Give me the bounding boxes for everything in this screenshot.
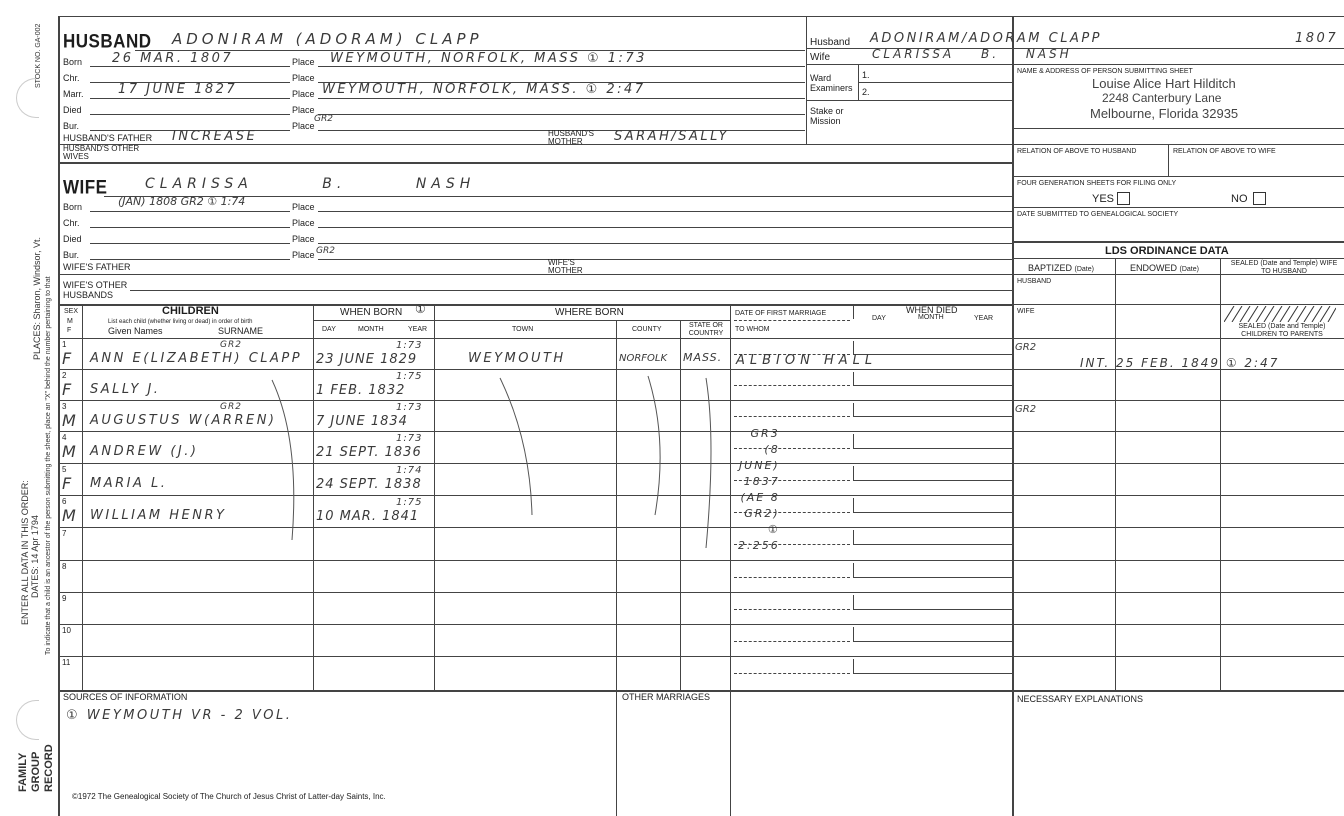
child-sex: F: [62, 474, 72, 493]
submitter-city: Melbourne, Florida 32935: [1090, 106, 1239, 121]
tr-ex2: 2.: [862, 87, 870, 97]
child-name: SALLY J.: [90, 382, 161, 397]
relation-wife-label: RELATION OF ABOVE TO WIFE: [1173, 148, 1276, 155]
wife-mother-label: WIFE'S MOTHER: [548, 258, 583, 275]
child-born: 23 JUNE 1829: [316, 352, 418, 367]
child-ref: 1:73: [396, 402, 423, 413]
child-born: 1 FEB. 1832: [316, 383, 406, 398]
child-ref: 1:75: [396, 497, 423, 508]
wife-bur-label: Bur.: [63, 250, 80, 260]
dates-instruction: DATES: 14 Apr 1794: [30, 515, 40, 598]
wife-father-label: WIFE'S FATHER: [63, 262, 131, 272]
child-number: 6: [62, 497, 67, 506]
child-number: 1: [62, 340, 67, 349]
child-name: WILLIAM HENRY: [90, 508, 227, 523]
enter-all-instruction: ENTER ALL DATA IN THIS ORDER:: [20, 480, 30, 625]
wife-bur-note: GR2: [316, 246, 335, 256]
child-gr: GR2: [220, 340, 242, 350]
ch-day: DAY: [322, 326, 336, 333]
tr-husband-value: ADONIRAM/ADORAM CLAPP: [870, 31, 1103, 46]
ch-year: YEAR: [408, 326, 428, 333]
lds-husband: HUSBAND: [1017, 278, 1052, 285]
other-marriages-label: OTHER MARRIAGES: [622, 692, 711, 702]
ch-children: CHILDREN: [162, 305, 219, 317]
ch-when-born: WHEN BORN: [340, 307, 403, 318]
ch-sex: SEX: [64, 308, 79, 315]
child-town: WEYMOUTH: [468, 351, 566, 366]
wife-name: CLARISSA B. NASH: [145, 176, 476, 192]
husband-born-place-label: Place: [292, 57, 315, 67]
child-number: 11: [62, 658, 71, 667]
child-spouse: ALBION HALL: [736, 353, 878, 368]
child-ref: 1:75: [396, 371, 423, 382]
wife-title: WIFE: [63, 176, 108, 198]
child-number: 9: [62, 594, 67, 603]
submitter-label: NAME & ADDRESS OF PERSON SUBMITTING SHEET: [1017, 68, 1193, 75]
ch-when-born-note: ①: [415, 302, 426, 316]
sources-label: SOURCES OF INFORMATION: [63, 692, 188, 702]
ch-surname: SURNAME: [218, 326, 264, 336]
lds-sealed-children: SEALED (Date and Temple) CHILDREN TO PARENTS: [1238, 323, 1326, 338]
relation-husband-label: RELATION OF ABOVE TO HUSBAND: [1017, 148, 1137, 155]
husband-bur-place-label: Place: [292, 121, 315, 131]
child-name: ANDREW (J.): [90, 444, 199, 459]
explanations-label: NECESSARY EXPLANATIONS: [1017, 694, 1144, 704]
child-born: 21 SEPT. 1836: [316, 445, 422, 460]
husband-mother: SARAH/SALLY: [614, 129, 730, 144]
ch-given: Given Names: [108, 326, 163, 336]
tr-stake-label: Stake or Mission: [810, 106, 844, 126]
yes-label: YES: [1092, 193, 1115, 205]
child-born: 7 JUNE 1834: [316, 414, 408, 429]
lds-wife: WIFE: [1017, 308, 1035, 315]
husband-chr-label: Chr.: [63, 73, 80, 83]
child-born: 24 SEPT. 1838: [316, 477, 422, 492]
tr-ex1: 1.: [862, 70, 870, 80]
child-sex: M: [62, 506, 76, 525]
ch-where-born: WHERE BORN: [555, 307, 624, 318]
wife-died-place-label: Place: [292, 234, 315, 244]
child-born: 10 MAR. 1841: [316, 509, 420, 524]
stock-number: STOCK NO. GA-002: [35, 23, 42, 88]
ch-county: COUNTY: [632, 326, 662, 333]
wife-died-label: Died: [63, 234, 82, 244]
child-name: ANN E(LIZABETH) CLAPP: [90, 351, 303, 366]
form-title-family: FAMILY: [17, 752, 29, 792]
submitter-name: Louise Alice Hart Hilditch: [1092, 76, 1236, 91]
four-gen-label: FOUR GENERATION SHEETS FOR FILING ONLY: [1017, 180, 1177, 187]
husband-born-label: Born: [63, 57, 83, 67]
ch-died-year: YEAR: [974, 315, 994, 322]
ch-town: TOWN: [512, 326, 534, 333]
ch-m: M: [67, 318, 73, 325]
child-state: MASS.: [683, 351, 723, 364]
child-name: MARIA L.: [90, 476, 168, 491]
tr-examiners-label: Examiners: [810, 83, 853, 93]
husband-father-label: HUSBAND'S FATHER: [63, 133, 153, 143]
ch-first-marriage: DATE OF FIRST MARRIAGE: [735, 310, 827, 317]
husband-born: 26 MAR. 1807: [112, 51, 234, 66]
child-died: GR3 (8 JUNE) 1837 (AE 8 GR2) ① 2:256: [738, 427, 780, 552]
husband-marr-label: Marr.: [63, 89, 84, 99]
lds-row3-gr: GR2: [1015, 404, 1037, 415]
child-number: 10: [62, 626, 71, 635]
child-ref: 1:74: [396, 465, 423, 476]
sources-value: ① WEYMOUTH VR - 2 VOL.: [66, 708, 293, 723]
ch-f: F: [67, 327, 72, 334]
child-name: AUGUSTUS W(ARREN): [90, 413, 277, 428]
child-number: 8: [62, 562, 67, 571]
child-ref: 1:73: [396, 433, 423, 444]
husband-marr: 17 JUNE 1827: [118, 82, 238, 97]
wife-chr-place-label: Place: [292, 218, 315, 228]
ch-children-sub: List each child (whether living or dead) in order of birth: [108, 319, 253, 325]
child-number: 7: [62, 529, 67, 538]
child-sex: F: [62, 380, 72, 399]
wife-chr-label: Chr.: [63, 218, 80, 228]
husband-born-place: WEYMOUTH, NORFOLK, MASS ① 1:73: [330, 51, 647, 66]
husband-marr-place: WEYMOUTH, NORFOLK, MASS. ① 2:47: [322, 82, 646, 97]
lds-endowed: ENDOWED (Date): [1130, 263, 1199, 273]
wife-born: (JAN) 1808 GR2 ① 1:74: [118, 195, 246, 208]
wife-born-label: Born: [63, 202, 83, 212]
child-county: NORFOLK: [619, 353, 668, 364]
submitter-street: 2248 Canterbury Lane: [1102, 91, 1222, 105]
child-sex: M: [62, 442, 76, 461]
lds-row1-note: INT. 25 FEB. 1849 ① 2:47: [1080, 356, 1280, 370]
ch-died-month: MONTH: [918, 314, 944, 321]
child-ref: 1:73: [396, 340, 423, 351]
husband-father: INCREASE: [172, 129, 258, 144]
husband-bur-label: Bur.: [63, 121, 80, 131]
child-number: 4: [62, 433, 67, 442]
no-label: NO: [1231, 193, 1248, 205]
tr-husband-year: 1807: [1295, 31, 1339, 46]
ch-died-day: DAY: [872, 315, 886, 322]
child-number: 5: [62, 465, 67, 474]
husband-chr-place-label: Place: [292, 73, 315, 83]
wife-other-husbands-label: WIFE'S OTHER HUSBANDS: [63, 280, 128, 300]
form-title-group: GROUP: [30, 751, 42, 792]
places-instruction: PLACES: Sharon, Windsor, Vt.: [32, 236, 42, 360]
child-gr: GR2: [220, 402, 242, 412]
wife-bur-place-label: Place: [292, 250, 315, 260]
ch-to-whom: TO WHOM: [735, 326, 770, 333]
lds-title: LDS ORDINANCE DATA: [1105, 245, 1229, 257]
child-number: 2: [62, 371, 67, 380]
husband-marr-place-label: Place: [292, 89, 315, 99]
husband-bur-note: GR2: [314, 114, 333, 124]
husband-title: HUSBAND: [63, 30, 152, 52]
child-sex: F: [62, 349, 72, 368]
husband-died-label: Died: [63, 105, 82, 115]
husband-died-place-label: Place: [292, 105, 315, 115]
date-submitted-label: DATE SUBMITTED TO GENEALOGICAL SOCIETY: [1017, 211, 1179, 218]
lds-baptized: BAPTIZED (Date): [1028, 263, 1094, 273]
tr-wife-value: CLARISSA B. NASH: [872, 47, 1072, 61]
husband-mother-label: HUSBAND'S MOTHER: [548, 129, 594, 146]
tr-ward-label: Ward: [810, 73, 832, 83]
indicate-instruction: To indicate that a child is an ancestor of the person submitting the sheet, place an "X" behind the number pertaining to that: [45, 276, 52, 655]
tr-wife-label: Wife: [810, 52, 830, 63]
ch-when-died: WHEN DIED: [906, 305, 958, 315]
lds-sealed-wife: SEALED (Date and Temple) WIFE TO HUSBAND: [1230, 260, 1338, 275]
tr-husband-label: Husband: [810, 37, 851, 48]
ch-state: STATE OR COUNTRY: [688, 322, 724, 337]
ch-month: MONTH: [358, 326, 384, 333]
child-sex: M: [62, 411, 76, 430]
copyright: ©1972 The Genealogical Society of The Church of Jesus Christ of Latter-day Saints, Inc.: [72, 792, 386, 801]
husband-other-wives-label: HUSBAND'S OTHER WIVES: [63, 144, 140, 161]
child-number: 3: [62, 402, 67, 411]
lds-row1-gr: GR2: [1015, 342, 1037, 353]
wife-born-place-label: Place: [292, 202, 315, 212]
form-title-record: RECORD: [43, 744, 55, 792]
husband-name: ADONIRAM (ADORAM) CLAPP: [172, 30, 483, 48]
